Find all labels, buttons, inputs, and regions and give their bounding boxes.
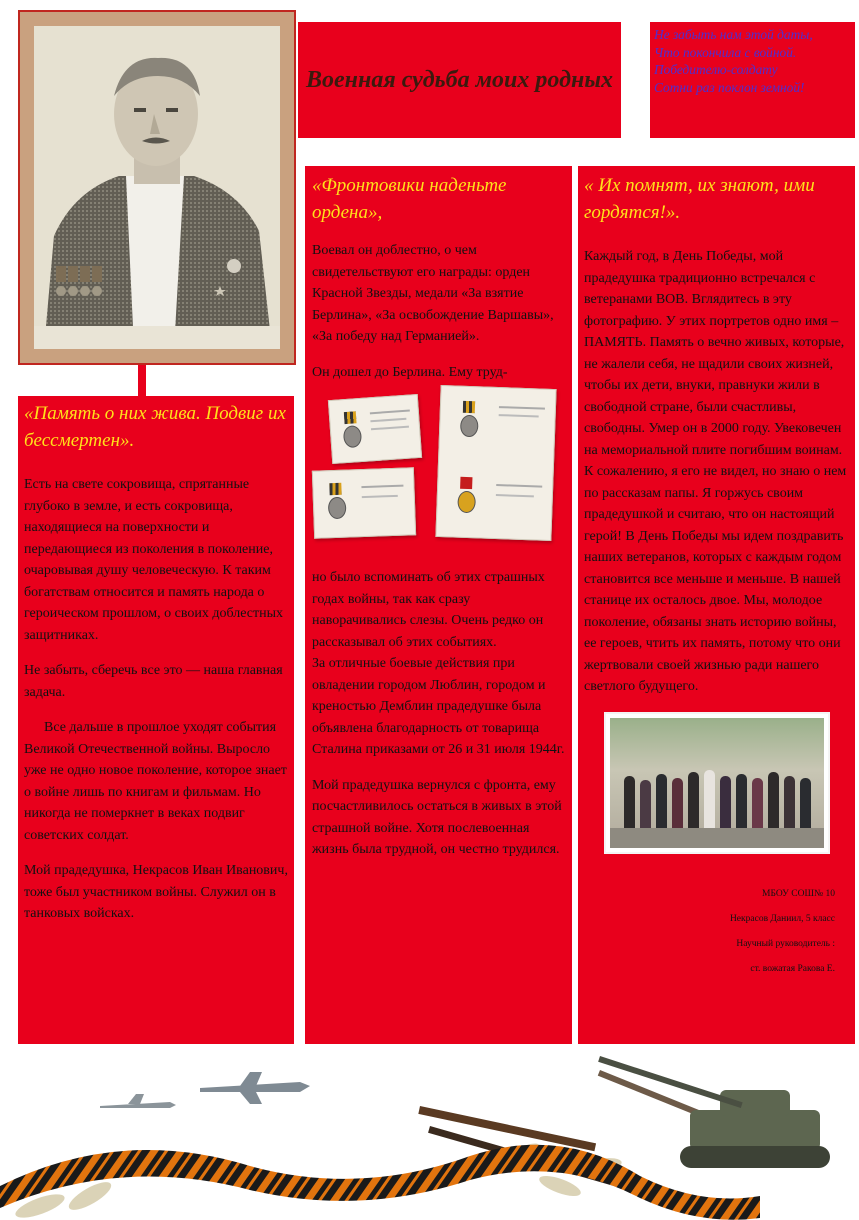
credit-line: Научный руководитель :: [736, 938, 835, 949]
poem-text: [650, 22, 855, 100]
column-awards: [305, 166, 572, 1044]
paragraph: но было вспоминать об этих страшных годах войны, так как сразу наворачивались слезы. Очень редко он рассказывал об этих событиях.: [312, 570, 545, 650]
st-george-ribbon: [0, 1145, 760, 1220]
award-certificate: [435, 385, 556, 541]
tank-icon: [598, 1056, 830, 1168]
veterans-group-photo: [604, 712, 830, 854]
column-heading: «Фронтовики наденьте ордена»,: [312, 175, 507, 223]
title-panel: [298, 22, 621, 138]
credits: [584, 882, 849, 982]
portrait-photo-frame: [18, 10, 296, 365]
column-memory: [18, 396, 294, 1044]
poem-line: Не забыть нам этой даты,: [654, 27, 813, 42]
award-documents-image: [305, 387, 567, 557]
credit-line: МБОУ СОШ№ 10: [762, 888, 835, 899]
plane-icon: [200, 1072, 310, 1104]
paragraph: Все дальше в прошлое уходят события Великой Отечественной войны. Выросло уже не одно новое поколение, которое знает о войне лишь по книгам и фильмам. Но никогда не померкнет в веках подвиг советских солдат.: [24, 720, 287, 843]
paragraph: Мой прадедушка, Некрасов Иван Иванович, тоже был участником войны. Служил он в танковых войсках.: [24, 863, 288, 921]
portrait-photo: [34, 26, 280, 349]
award-certificate: [328, 394, 422, 464]
paragraph: Не забыть, сберечь все это — наша главная задача.: [24, 663, 283, 700]
plane-icon: [100, 1094, 176, 1108]
credit-line: Некрасов Даниил, 5 класс: [729, 913, 835, 924]
poem-panel: [650, 22, 855, 138]
credit-line: ст. вожатая Ракова Е.: [750, 963, 835, 974]
war-memorial-banner: [0, 1046, 859, 1220]
column-body: [312, 240, 567, 383]
poem-line: Победителю-солдату: [654, 62, 778, 77]
paragraph: Воевал он доблестно, о чем свидетельствуют его награды: орден Красной Звезды, медали «За взятие Берлина», «За освобождение Варшавы», «За победу над Германией».: [312, 243, 554, 344]
column-remembrance: [578, 166, 855, 1044]
paragraph: За отличные боевые действия при овладении городом Люблин, городом и креностью Демблин прадедушке была объявлена благодарность от товарища Сталина приказами от 26 и 31 июля 1944г.: [312, 656, 565, 757]
paragraph: Мой прадедушка вернулся с фронта, ему посчастливилось остаться в живых в этой страшной войне. Хотя послевоенная жизнь была трудной, он честно трудился.: [312, 777, 562, 857]
column-heading: « Их помнят, их знают, ими гордятся!».: [584, 175, 815, 223]
column-body: [312, 567, 567, 861]
poem-line: Что покончила с войной.: [654, 44, 797, 60]
paragraph: Есть на свете сокровища, спрятанные глубоко в земле, и есть сокровища, находящиеся на поверхности и передающиеся из поколения в поколение, очаровывая душу человеческую. К таким богатствам относится и память народа о героическом прошлом, о своих доблестных защитниках.: [24, 477, 284, 643]
column-body: [584, 246, 849, 698]
column-heading: «Память о них жива. Подвиг их бессмертен».: [24, 403, 286, 451]
connector-bar: [138, 365, 146, 398]
page-title: Военная судьба моих родных: [306, 67, 613, 93]
award-certificate: [312, 467, 416, 539]
poem-line: Сотни раз поклон земной!: [654, 79, 805, 95]
paragraph: Он дошел до Берлина. Ему труд-: [312, 364, 508, 380]
paragraph: Каждый год, в День Победы, мой прадедушка традиционно встречался с ветеранами ВОВ. Вглядитесь в эту фотографию. У этих портретов одно имя – ПАМЯТЬ. Память о вечно живых, которые, не жалели себя, не щадили своих жизней, чтобы их дети, внуки, правнуки жили в свободной стране, были счастливы, свободны. Умер он в 2000 году. Увековечен на мемориальной плите погибшим воинам. К сожалению, я его не видел, но знаю о нем по рассказам папы. Я горжусь своим прадедушкой и считаю, что он настоящий герой! В День Победы мы идем поздравить наших ветеранов, которых с каждым годом становится все меньше и меньше. В нашей станице их осталось двое. Мы, молодое поколение, обязаны знать историю войны, ее героев, чтить их память, потому что они жертвовали своей жизнью ради нашего светлого будущего.: [584, 249, 847, 694]
column-body: [24, 474, 288, 925]
